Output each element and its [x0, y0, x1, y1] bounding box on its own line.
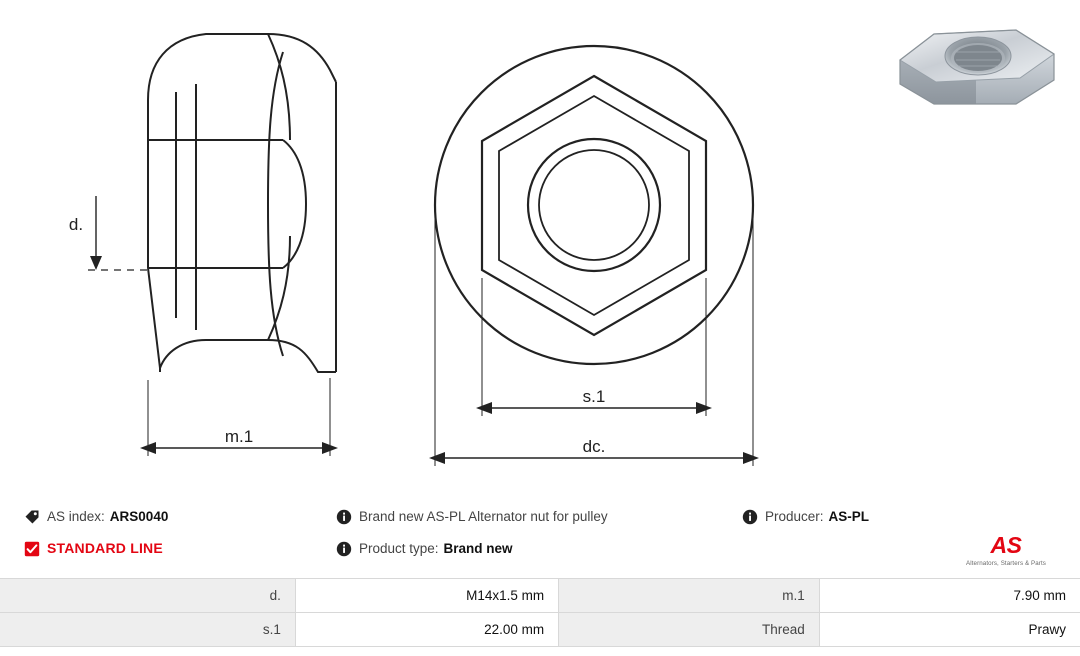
spec-value: M14x1.5 mm: [295, 579, 558, 613]
dimension-label-dc: dc.: [582, 437, 606, 456]
as-index-value: ARS0040: [109, 508, 169, 524]
dimension-label-d: d.: [68, 215, 84, 234]
spec-value: Prawy: [819, 613, 1080, 647]
product-type-value: Brand new: [443, 540, 513, 556]
logo-text: AS: [990, 532, 1022, 558]
standard-line-label: STANDARD LINE: [47, 540, 163, 556]
product-type-row: [336, 540, 513, 556]
product-info: [0, 498, 1080, 574]
as-index-row: [24, 508, 168, 524]
info-icon: [336, 509, 352, 525]
description-row: [336, 508, 608, 524]
checkbox-check-icon: [24, 541, 40, 557]
info-icon: [742, 509, 758, 525]
description-text: Brand new AS-PL Alternator nut for pulley: [359, 508, 608, 524]
product-photo: [886, 8, 1066, 158]
producer-label: Producer:: [765, 508, 824, 524]
spec-value: 7.90 mm: [819, 579, 1080, 613]
spec-key: m.1: [559, 579, 820, 613]
info-icon: [336, 541, 352, 557]
dimension-label-s1: s.1: [582, 387, 606, 406]
standard-line-row: [24, 540, 163, 556]
table-row: [0, 579, 1080, 613]
table-row: [0, 613, 1080, 647]
spec-key: Thread: [559, 613, 820, 647]
specifications-table: [0, 578, 1080, 647]
tag-icon: [24, 509, 40, 525]
as-pl-logo: [954, 534, 1058, 567]
logo-tagline: Alternators, Starters & Parts: [966, 560, 1046, 567]
spec-key: s.1: [0, 613, 295, 647]
dimension-label-m1: m.1: [224, 427, 254, 446]
producer-row: [742, 508, 869, 524]
spec-key: d.: [0, 579, 295, 613]
product-type-label: Product type:: [359, 540, 439, 556]
producer-value: AS-PL: [828, 508, 870, 524]
as-index-label: AS index:: [47, 508, 105, 524]
spec-value: 22.00 mm: [295, 613, 558, 647]
